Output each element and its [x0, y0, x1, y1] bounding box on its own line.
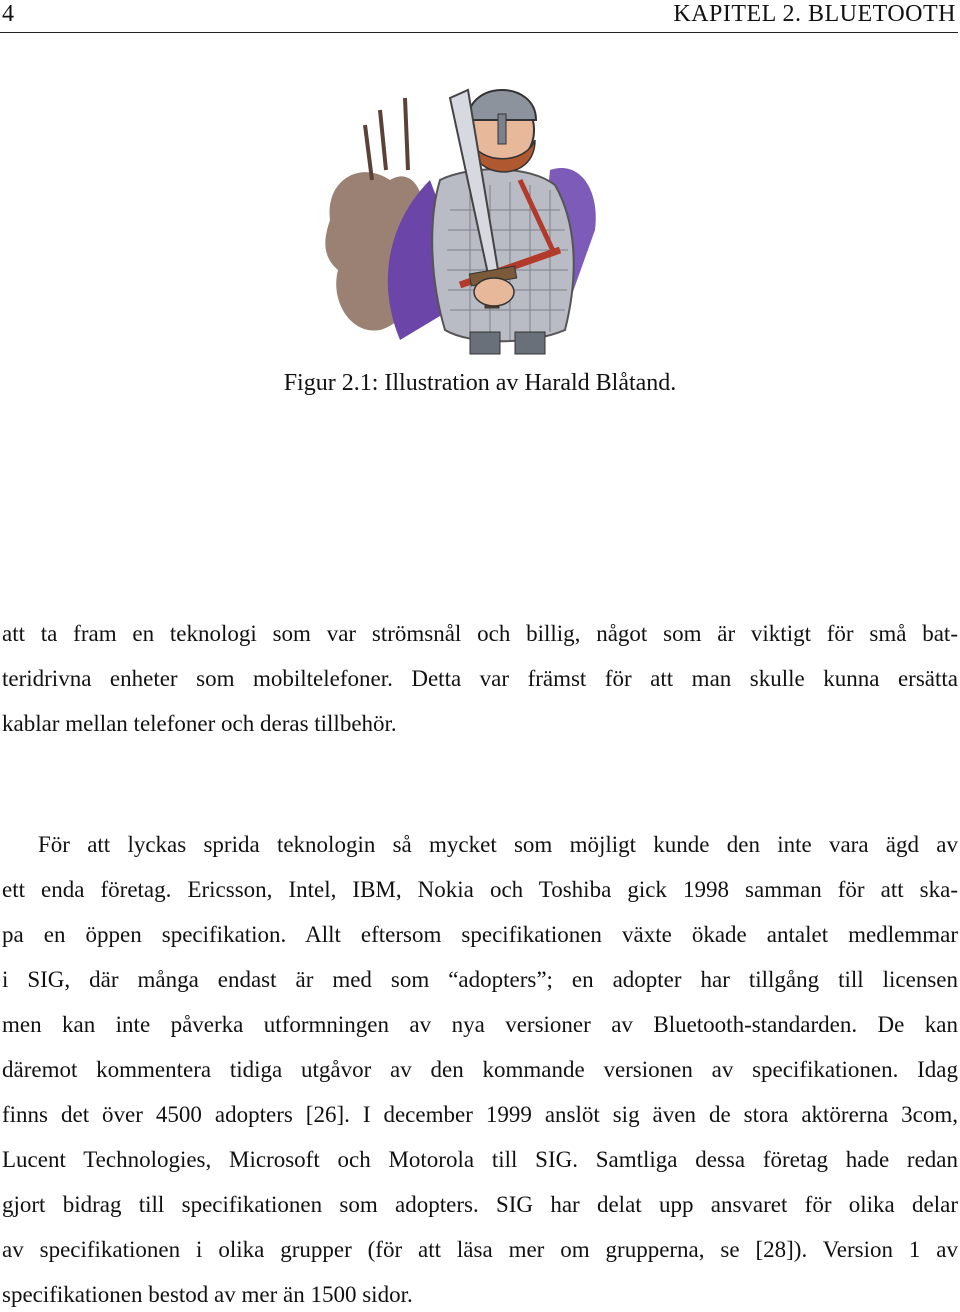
paragraph2-line-2: ett enda företag. Ericsson, Intel, IBM, Nokia och Toshiba gick 1998 samman för att ska- — [2, 877, 958, 902]
paragraph2-line-7: finns det över 4500 adopters [26]. I december 1999 anslöt sig även de stora aktörerna 3com, — [2, 1102, 958, 1127]
paragraph2-line-1: För att lyckas sprida teknologin så mycket som möjligt kunde den inte vara ägd av — [38, 832, 958, 857]
running-head: KAPITEL 2. BLUETOOTH — [673, 1, 956, 27]
paragraph2-line-5: men kan inte påverka utformningen av nya versioner av Bluetooth-standarden. De kan — [2, 1012, 958, 1037]
viking-illustration — [320, 70, 640, 360]
harald-bluetooth-drawing — [320, 70, 640, 360]
paragraph2-line-8: Lucent Technologies, Microsoft och Motorola till SIG. Samtliga dessa företag hade redan — [2, 1147, 958, 1172]
page-number: 4 — [2, 1, 14, 27]
paragraph1-line-2: teridrivna enheter som mobiltelefoner. Detta var främst för att man skulle kunna ersätta — [2, 666, 958, 691]
paragraph2-line-10: av specifikationen i olika grupper (för att läsa mer om grupperna, se [28]). Version 1 av — [2, 1237, 958, 1262]
page-header — [0, 0, 958, 33]
paragraph2-line-6: däremot kommentera tidiga utgåvor av den kommande versionen av specifikationen. Idag — [2, 1057, 958, 1082]
paragraph1-line-1: att ta fram en teknologi som var strömsnål och billig, något som är viktigt för små bat- — [2, 621, 958, 646]
paragraph2-line-11: specifikationen bestod av mer än 1500 sidor. — [2, 1282, 413, 1307]
paragraph2-line-4: i SIG, där många endast är med som “adopters”; en adopter har tillgång till licensen — [2, 967, 958, 992]
paragraph2-line-9: gjort bidrag till specifikationen som adopters. SIG har delat upp ansvaret för olika delar — [2, 1192, 958, 1217]
paragraph2-line-3: pa en öppen specifikation. Allt eftersom specifikationen växte ökade antalet medlemmar — [2, 922, 958, 947]
figure-caption: Figur 2.1: Illustration av Harald Blåtand. — [283, 370, 677, 396]
paragraph1-line-3: kablar mellan telefoner och deras tillbehör. — [2, 711, 397, 736]
